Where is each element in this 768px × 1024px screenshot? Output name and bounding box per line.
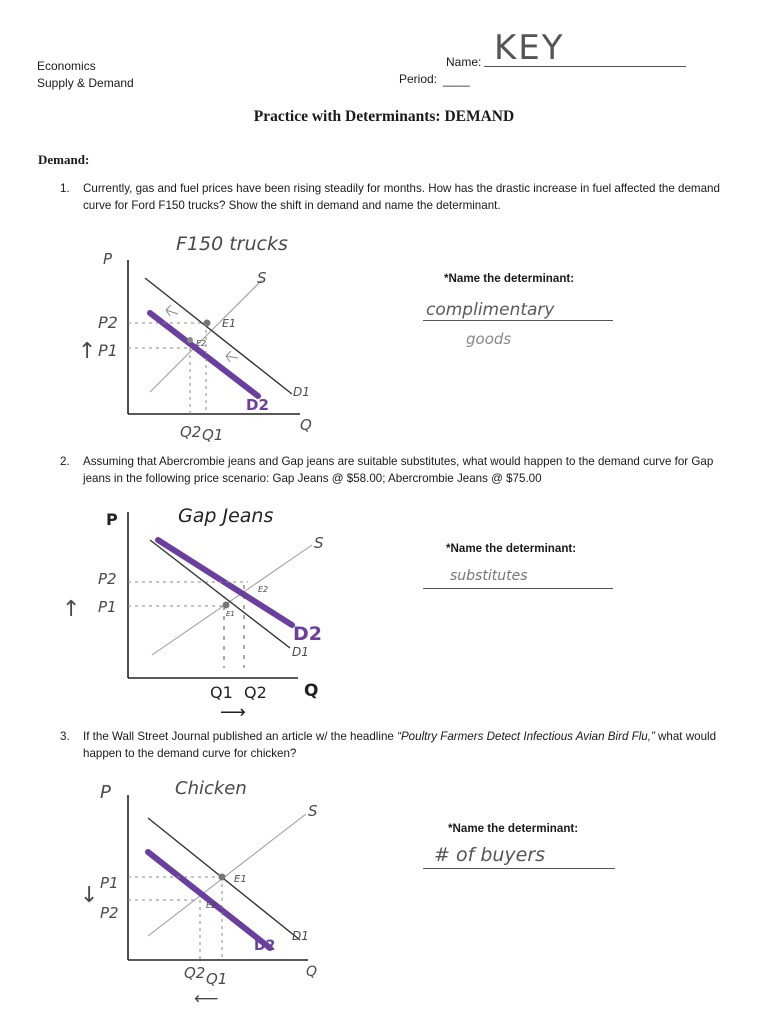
name-value: KEY <box>494 28 565 68</box>
graph-1-q-left: Q2 <box>180 423 202 441</box>
graph-2-arrow: ↑ <box>62 597 81 622</box>
graph-2-q-right: Q2 <box>244 683 267 702</box>
graph-3-e1-label: E1 <box>234 874 247 885</box>
graph-3-p-low: P2 <box>100 904 119 922</box>
question-number: 2. <box>60 455 70 468</box>
name-label: Name: <box>446 55 482 69</box>
graph-1-supply-label: S <box>257 269 267 287</box>
graph-1-x-label: Q <box>300 416 312 434</box>
graph-3-d2-label: D2 <box>254 938 276 954</box>
answer-3-line1: # of buyers <box>434 844 546 866</box>
graph-3-supply-label: S <box>308 802 318 820</box>
graph-2-q-left: Q1 <box>210 683 233 702</box>
graph-2-e1-label: E1 <box>226 610 235 618</box>
graph-1-d1-label: D1 <box>293 385 310 399</box>
graph-2-d1-label: D1 <box>292 645 309 659</box>
graph-3-y-label: P <box>100 782 111 803</box>
graph-1-d2-label: D2 <box>246 396 269 414</box>
determinant-label-1: *Name the determinant: <box>444 272 575 285</box>
graph-3-d1-label: D1 <box>292 929 309 943</box>
graph-1-arrow: ↑ <box>78 339 97 364</box>
determinant-label-2: *Name the determinant: <box>446 542 577 555</box>
graph-3-q-left: Q2 <box>184 964 206 982</box>
answer-2-line1: substitutes <box>450 568 528 584</box>
answer-1-line1: complimentary <box>426 300 555 320</box>
graph-1-p-low: P1 <box>98 341 118 360</box>
graph-3-x-label: Q <box>306 964 318 980</box>
question-text: Currently, gas and fuel prices have been rising steadily for months. How has the drastic increase in fuel affected the demand curve for Ford F150 trucks? Show the shift in demand and name the determinant. <box>83 182 720 212</box>
graph-1-y-label: P <box>103 250 113 268</box>
graph-2-y-label: P <box>106 510 118 529</box>
graph-2-d2-label: D2 <box>293 623 322 645</box>
answer-1-line2: goods <box>466 330 512 348</box>
graph-3-arrow: ↓ <box>80 883 99 908</box>
graph-1-title: F150 trucks <box>176 233 288 255</box>
graph-2-e2-label: E2 <box>258 585 269 594</box>
determinant-label-3: *Name the determinant: <box>448 822 579 835</box>
question-number: 3. <box>60 730 70 743</box>
section-heading: Demand: <box>38 152 90 167</box>
question-number: 1. <box>60 182 70 195</box>
graph-1-p-high: P2 <box>98 313 118 332</box>
page-title: Practice with Determinants: DEMAND <box>253 108 515 125</box>
unit-name: Supply & Demand <box>37 76 134 90</box>
graph-2-x-label: Q <box>304 681 319 701</box>
graph-3-p-high: P1 <box>100 874 119 892</box>
question-text: Assuming that Abercrombie jeans and Gap jeans are suitable substitutes, what would happen to the demand curve for Gap jeans in the following price scenario: Gap Jeans @ $58.00; Abercrombie Jeans @ $75.00 <box>83 455 714 485</box>
graph-2-title: Gap Jeans <box>178 505 274 527</box>
graph-3-q-right: Q1 <box>206 970 228 988</box>
graph-2-p-low: P1 <box>98 598 117 616</box>
period-blank: ____ <box>443 73 470 87</box>
graph-3-e2-label: E2 <box>206 901 217 910</box>
period-label: Period: <box>399 72 438 86</box>
graph-2-supply-label: S <box>314 534 324 552</box>
graph-1-e2-label: E2 <box>196 339 207 348</box>
question-3-text-before: If the Wall Street Journal published an article w/ the headline <box>83 730 398 743</box>
question-3-text-after: what would happen to the demand curve for chicken? <box>83 730 717 760</box>
graph-1-e1-label: E1 <box>222 317 236 330</box>
course-name: Economics <box>37 59 96 73</box>
question-3-headline: “Poultry Farmers Detect Infectious Avian Bird Flu,” <box>397 730 655 743</box>
graph-2-p-high: P2 <box>98 570 117 588</box>
graph-3-q-arrow: ⟵ <box>194 989 219 1009</box>
graph-2-q-arrow: ⟶ <box>220 702 246 723</box>
graph-3-e1-dot <box>219 874 226 881</box>
graph-3-title: Chicken <box>175 778 247 799</box>
graph-1-q-right: Q1 <box>202 426 224 444</box>
